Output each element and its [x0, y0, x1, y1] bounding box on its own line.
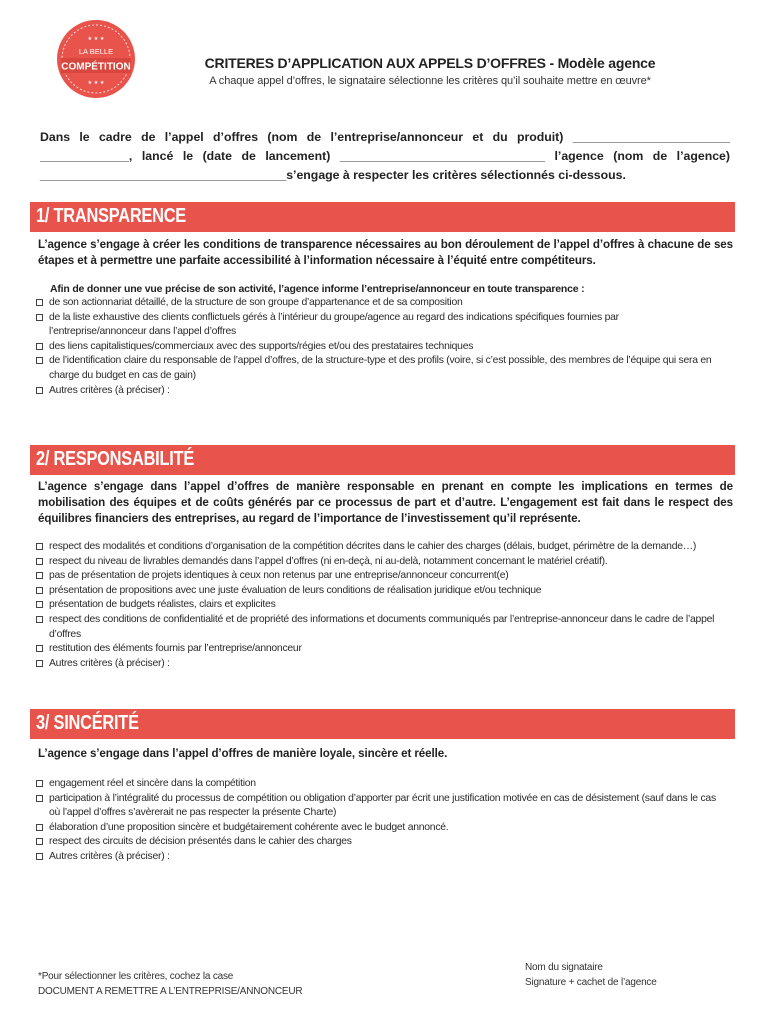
criterion-item[interactable]: [36, 657, 716, 672]
document-title: CRITERES D’APPLICATION AUX APPELS D’OFFRES - Modèle agence: [204, 55, 656, 71]
checkbox-icon[interactable]: [36, 299, 43, 306]
section-3-lead: L’agence s’engage dans l’appel d’offres de manière loyale, sincère et réelle.: [38, 747, 448, 760]
criterion-label: des liens capitalistiques/commerciaux avec des supports/régies et/ou des prestataires techniques: [49, 340, 474, 352]
checkbox-icon[interactable]: [36, 601, 43, 608]
criterion-item[interactable]: [36, 540, 716, 555]
checkbox-icon[interactable]: [36, 543, 43, 550]
criterion-label: présentation de propositions avec une juste évaluation de leurs conditions de réalisation juridique et/ou technique: [49, 584, 542, 596]
criterion-label: respect des circuits de décision présentés dans le cahier des charges: [49, 836, 352, 848]
criterion-item[interactable]: [36, 296, 716, 311]
checkbox-icon[interactable]: [36, 587, 43, 594]
section-3-heading-band: [30, 709, 735, 739]
svg-text:★ ★ ★: ★ ★ ★: [87, 80, 105, 86]
criterion-item[interactable]: [36, 835, 716, 850]
footer-notes: [38, 969, 302, 999]
checkbox-icon[interactable]: [36, 780, 43, 787]
checkbox-icon[interactable]: [36, 387, 43, 394]
criterion-label: de l’identification claire du responsable de l’appel d’offres, de la structure-type et des profils (voire, si c’est possible, des membres de l’équipe qui sera en charge du budget en cas de gain): [49, 355, 712, 381]
criterion-item[interactable]: [36, 642, 716, 657]
criterion-label: restitution des éléments fournis par l’entreprise/annonceur: [49, 643, 302, 655]
criterion-item[interactable]: [36, 354, 716, 383]
criterion-item[interactable]: [36, 311, 716, 340]
section-1-subhead: Afin de donner une vue précise de son activité, l’agence informe l’entreprise/annonceur en toute transparence :: [50, 283, 585, 295]
svg-text:★ ★ ★: ★ ★ ★: [87, 36, 105, 42]
criterion-item[interactable]: [36, 598, 716, 613]
criterion-label: engagement réel et sincère dans la compétition: [49, 778, 256, 789]
svg-text:LA BELLE: LA BELLE: [78, 47, 114, 56]
criterion-item[interactable]: [36, 850, 716, 865]
la-belle-competition-logo: [55, 18, 137, 100]
footer-remit-note: DOCUMENT A REMETTRE A L’ENTREPRISE/ANNONCEUR: [38, 986, 303, 997]
criterion-item[interactable]: [36, 555, 716, 570]
checkbox-icon[interactable]: [36, 314, 43, 321]
checkbox-icon[interactable]: [36, 795, 43, 802]
checkbox-icon[interactable]: [36, 645, 43, 652]
checkbox-icon[interactable]: [36, 660, 43, 667]
signatory-name-label: Nom du signataire: [525, 962, 603, 973]
section-1-heading-band: [30, 202, 735, 232]
criterion-label: participation à l’intégralité du processus de compétition ou obligation d’apporter par écrit une justification motivée en cas de désistement (sauf dans le cas où l’appel d’offres s’avèrerait ne pas respecter la présente Charte): [49, 792, 716, 819]
section-3-heading: 3/ SINCÉRITÉ: [36, 712, 139, 734]
checkbox-icon[interactable]: [36, 616, 43, 623]
criterion-label: respect des conditions de confidentialité et de propriété des informations et documents communiqués par l’entreprise-annonceur dans le cadre de l’appel d’offres: [49, 613, 715, 640]
section-2-heading: 2/ RESPONSABILITÉ: [36, 448, 195, 470]
criterion-item[interactable]: [36, 569, 716, 584]
criterion-label: respect des modalités et conditions d’organisation de la compétition décrites dans le cahier des charges (délais, budget, périmètre de la demande…): [49, 541, 697, 552]
criterion-label: Autres critères (à préciser) :: [49, 384, 170, 396]
criterion-item[interactable]: [36, 584, 716, 599]
section-3-criteria-list: [36, 777, 716, 865]
checkbox-icon[interactable]: [36, 824, 43, 831]
criterion-label: Autres critères (à préciser) :: [49, 657, 170, 669]
criterion-label: respect du niveau de livrables demandés dans l’appel d’offres (ni en-deçà, ni au-delà, notamment concernant le matériel créatif).: [49, 555, 608, 567]
criterion-label: de son actionnariat détaillé, de la structure de son groupe d’appartenance et de sa composition: [49, 297, 463, 308]
checkbox-icon[interactable]: [36, 343, 43, 350]
checkbox-icon[interactable]: [36, 572, 43, 579]
document-subtitle: A chaque appel d’offres, le signataire sélectionne les critères qu’il souhaite mettre en œuvre*: [209, 75, 651, 87]
criterion-label: présentation de budgets réalistes, clairs et explicites: [49, 599, 276, 611]
criterion-label: élaboration d’une proposition sincère et budgétairement cohérente avec le budget annoncé.: [49, 821, 449, 833]
intro-paragraph: Dans le cadre de l’appel d’offres (nom de l’entreprise/annonceur et du produit) _______________________ _____________, lancé le (date de lancement) ______________________________ l’agence (nom de l’agence) ____________________________________s’engage à respecter les critères sélectionnés ci-dessous.: [40, 130, 730, 182]
criterion-item[interactable]: [36, 792, 716, 821]
checkbox-icon[interactable]: [36, 357, 43, 364]
section-1-criteria-list: [36, 296, 716, 398]
criterion-item[interactable]: [36, 821, 716, 836]
section-2-heading-band: [30, 445, 735, 475]
section-2-lead: L’agence s’engage dans l’appel d’offres de manière responsable en prenant en compte les implications en termes de mobilisation des équipes et de coûts générés par ce processus de part et d’autre. L’engagement est fait dans le respect des équilibres financiers des entreprises, au regard de l’importance de l’investissement qu’il représente.: [38, 480, 733, 525]
checkbox-icon[interactable]: [36, 558, 43, 565]
checkbox-icon[interactable]: [36, 838, 43, 845]
criterion-label: pas de présentation de projets identiques à ceux non retenus par une entreprise/annonceur concurrent(e): [49, 570, 509, 582]
criterion-label: Autres critères (à préciser) :: [49, 850, 170, 862]
section-1-heading: 1/ TRANSPARENCE: [36, 205, 187, 227]
signature-stamp-label: Signature + cachet de l’agence: [525, 977, 657, 988]
section-1-lead: L’agence s’engage à créer les conditions de transparence nécessaires au bon déroulement de l’appel d’offres à chacune de ses étapes et à permettre une parfaite accessibilité à l’information nécessaire à l’équité entre compétiteurs.: [38, 238, 733, 267]
criterion-item[interactable]: [36, 613, 716, 642]
criterion-label: de la liste exhaustive des clients conflictuels gérés à l’intérieur du groupe/agence au regard des indications spécifiques fournies par l’entreprise/annonceur dans l’appel d’offres: [49, 311, 619, 338]
criterion-item[interactable]: [36, 777, 716, 792]
checkbox-icon[interactable]: [36, 853, 43, 860]
footer-checkbox-note: *Pour sélectionner les critères, cochez la case: [38, 971, 234, 982]
svg-text:COMPÉTITION: COMPÉTITION: [61, 61, 131, 73]
criterion-item[interactable]: [36, 340, 716, 355]
document-header: [150, 55, 710, 87]
criterion-item[interactable]: [36, 384, 716, 399]
signature-block: [525, 960, 657, 990]
section-2-criteria-list: [36, 540, 716, 671]
